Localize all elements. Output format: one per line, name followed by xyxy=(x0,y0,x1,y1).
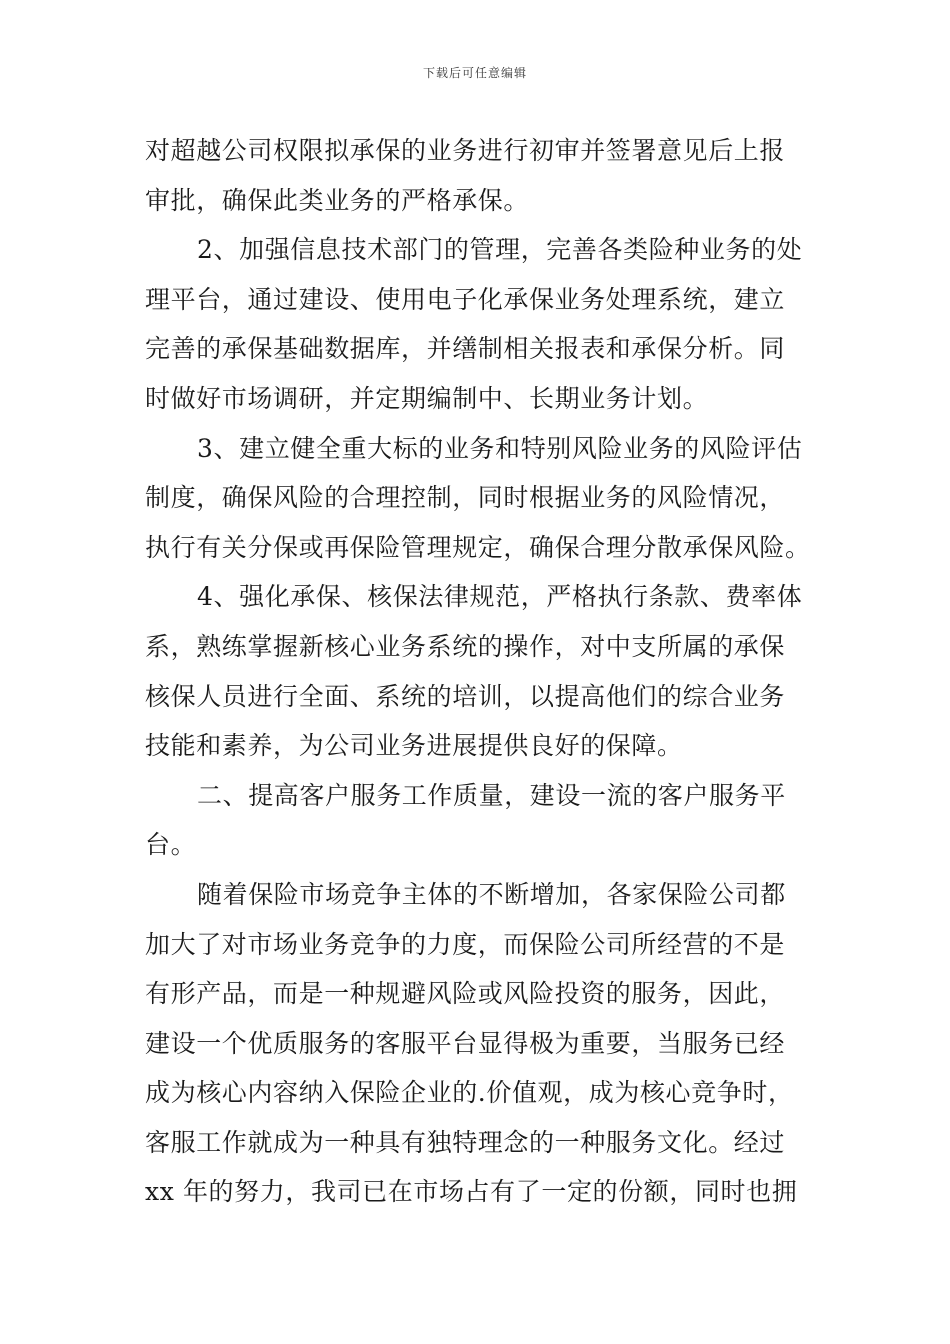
text-line: 时做好市场调研，并定期编制中、长期业务计划。 xyxy=(145,383,709,413)
text-line: 审批，确保此类业务的严格承保。 xyxy=(145,185,530,215)
text-line: 3、建立健全重大标的业务和特别风险业务的风险评估 xyxy=(197,433,803,463)
text-line: 2、加强信息技术部门的管理，完善各类险种业务的处 xyxy=(197,235,803,265)
text-line: xx 年的努力，我司已在市场占有了一定的份额，同时也拥 xyxy=(145,1177,798,1207)
section-heading-line: 台。 xyxy=(145,830,197,860)
section-heading-line: 二、提高客户服务工作质量，建设一流的客户服务平 xyxy=(197,780,786,810)
text-line: 技能和素养，为公司业务进展提供良好的保障。 xyxy=(145,731,683,761)
text-line: 成为核心内容纳入保险企业的.价值观，成为核心竞争时， xyxy=(145,1078,794,1108)
text-line: 理平台，通过建设、使用电子化承保业务处理系统，建立 xyxy=(145,284,786,314)
text-line: 制度，确保风险的合理控制，同时根据业务的风险情况， xyxy=(145,483,786,513)
page-header-note: 下载后可任意编辑 xyxy=(422,66,527,80)
text-line: 有形产品，而是一种规避风险或风险投资的服务，因此， xyxy=(145,979,786,1009)
text-line: 建设一个优质服务的客服平台显得极为重要，当服务已经 xyxy=(145,1028,786,1058)
text-line: 执行有关分保或再保险管理规定，确保合理分散承保风险。 xyxy=(145,532,811,562)
body-text xyxy=(145,126,811,1217)
text-line: 核保人员进行全面、系统的培训，以提高他们的综合业务 xyxy=(145,681,786,711)
text-line: 加大了对市场业务竞争的力度，而保险公司所经营的不是 xyxy=(145,929,786,959)
text-line: 对超越公司权限拟承保的业务进行初审并签署意见后上报 xyxy=(145,136,786,165)
text-line: 系，熟练掌握新核心业务系统的操作，对中支所属的承保 xyxy=(145,631,786,661)
text-line: 随着保险市场竞争主体的不断增加，各家保险公司都 xyxy=(197,879,786,909)
text-line: 客服工作就成为一种具有独特理念的一种服务文化。经过 xyxy=(145,1127,786,1157)
text-line: 4、强化承保、核保法律规范，严格执行条款、费率体 xyxy=(197,582,803,612)
text-line: 完善的承保基础数据库，并缮制相关报表和承保分析。同 xyxy=(145,334,786,364)
